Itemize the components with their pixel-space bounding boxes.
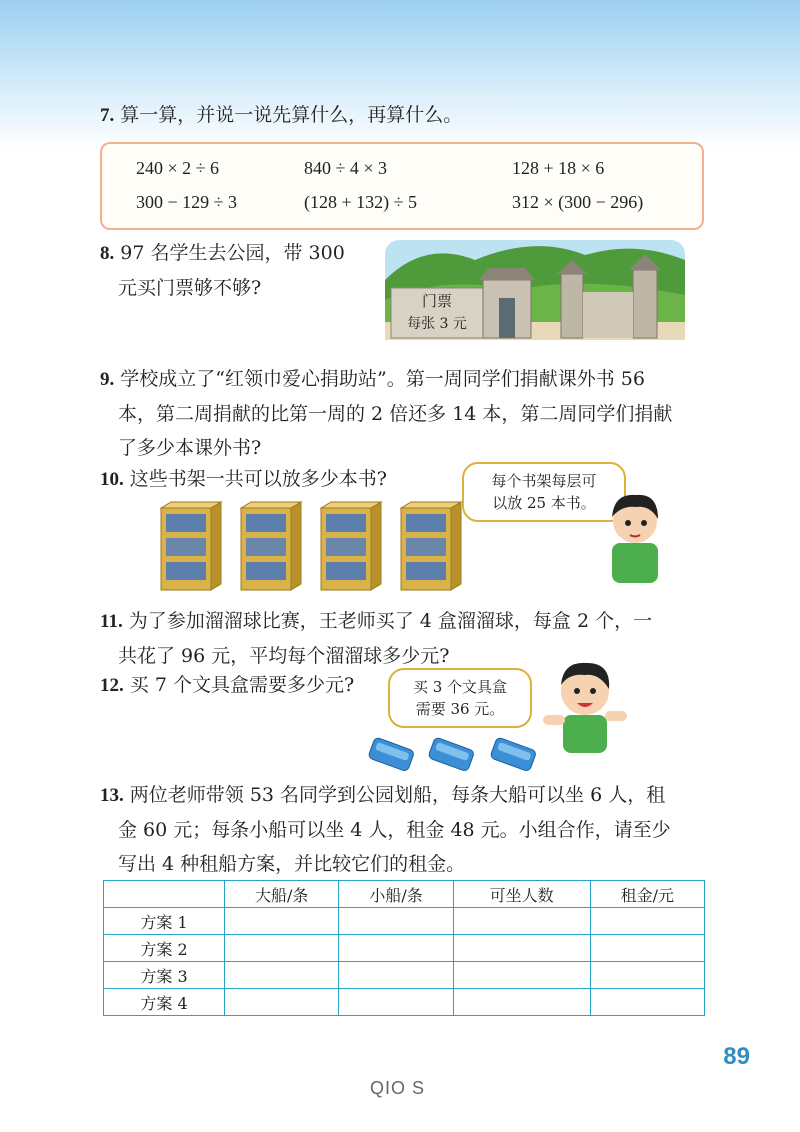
table-header-cell: 可坐人数 [453,881,590,908]
answer-cell[interactable] [590,962,704,989]
bookshelves-illustration [155,500,475,595]
bubble-text: 需要 36 元。 [415,700,505,718]
question-number: 7. [100,105,115,126]
answer-cell[interactable] [339,989,453,1016]
answer-cell[interactable] [453,908,590,935]
question-number: 8. [100,243,115,264]
bubble-text: 买 3 个文具盒 [412,678,508,696]
table-header-cell: 小船/条 [339,881,453,908]
question-7 [100,98,462,133]
answer-cell[interactable] [339,908,453,935]
question-text: 算一算，并说一说先算什么，再算什么。 [120,104,463,126]
question-number: 10. [100,469,124,490]
question-number: 9. [100,369,115,390]
answer-cell[interactable] [590,989,704,1016]
answer-cell[interactable] [590,908,704,935]
expression-box [100,142,704,230]
answer-cell[interactable] [590,935,704,962]
bookshelf-icon [321,502,381,590]
question-text: 共花了 96 元，平均每个溜溜球多少元? [118,645,450,667]
watermark: QIO S [370,1078,426,1098]
answer-cell[interactable] [453,962,590,989]
expression: (128 + 132) ÷ 5 [304,192,418,212]
question-9 [100,362,720,465]
answer-cell[interactable] [339,962,453,989]
answer-cell[interactable] [225,962,339,989]
speech-bubble [388,668,532,728]
pencil-case-icon [490,737,537,772]
table-header-cell: 大船/条 [225,881,339,908]
table-header-cell: 租金/元 [590,881,704,908]
plan-label: 方案 3 [104,962,225,989]
expression: 840 ÷ 4 × 3 [304,158,388,178]
sign-title: 门票 [421,292,453,310]
question-number: 12. [100,675,124,696]
question-text: 97 名学生去公园，带 300 [120,242,345,264]
question-text: 为了参加溜溜球比赛，王老师买了 4 盒溜溜球，每盒 2 个，一 [128,610,653,632]
bookshelf-icon [241,502,301,590]
question-12 [100,668,354,703]
pencil-case-icon [428,737,475,772]
question-number: 13. [100,785,124,806]
sign-price: 每张 3 元 [407,316,467,332]
plan-label: 方案 2 [104,935,225,962]
answer-cell[interactable] [225,908,339,935]
table-row [104,989,705,1016]
bookshelf-icon [161,502,221,590]
question-number: 11. [100,611,123,632]
answer-cell[interactable] [225,935,339,962]
bookshelf-icon [401,502,461,590]
expression: 128 + 18 × 6 [512,158,605,178]
bubble-text: 以放 25 本书。 [492,494,596,512]
table-header-cell [104,881,225,908]
question-10 [100,462,387,497]
pencil-case-icon [368,737,415,772]
question-text: 两位老师带领 53 名同学到公园划船，每条大船可以坐 6 人，租 [129,784,666,806]
answer-cell[interactable] [225,989,339,1016]
table-header-row [104,881,705,908]
table-row [104,935,705,962]
question-text: 这些书架一共可以放多少本书? [129,468,387,490]
expression: 240 × 2 ÷ 6 [136,158,220,178]
pencil-cases-illustration [365,725,545,785]
expression: 300 − 129 ÷ 3 [136,192,238,212]
question-text: 了多少本课外书? [118,437,262,459]
bubble-text: 每个书架每层可 [491,472,597,490]
question-text: 金 60 元；每条小船可以坐 4 人，租金 48 元。小组合作，请至少 [118,819,671,841]
page-number: 89 [723,1043,750,1070]
table-row [104,908,705,935]
boy-thumbs-up-illustration [535,655,635,755]
plan-label: 方案 4 [104,989,225,1016]
answer-cell[interactable] [339,935,453,962]
question-text: 学校成立了“红领巾爱心捐助站”。第一周同学们捐献课外书 56 [120,368,645,390]
answer-cell[interactable] [453,935,590,962]
boy-thinking-illustration [600,485,670,585]
question-text: 写出 4 种租船方案，并比较它们的租金。 [118,853,466,875]
question-text: 元买门票够不够? [118,277,262,299]
boat-plan-table [103,880,705,1016]
answer-cell[interactable] [453,989,590,1016]
park-gate-illustration [385,240,685,340]
expression: 312 × (300 − 296) [512,192,644,212]
plan-label: 方案 1 [104,908,225,935]
question-8 [100,236,370,305]
question-text: 买 7 个文具盒需要多少元? [129,674,355,696]
question-13 [100,778,720,881]
question-text: 本，第二周捐献的比第一周的 2 倍还多 14 本，第二周同学们捐献 [118,403,673,425]
table-row [104,962,705,989]
